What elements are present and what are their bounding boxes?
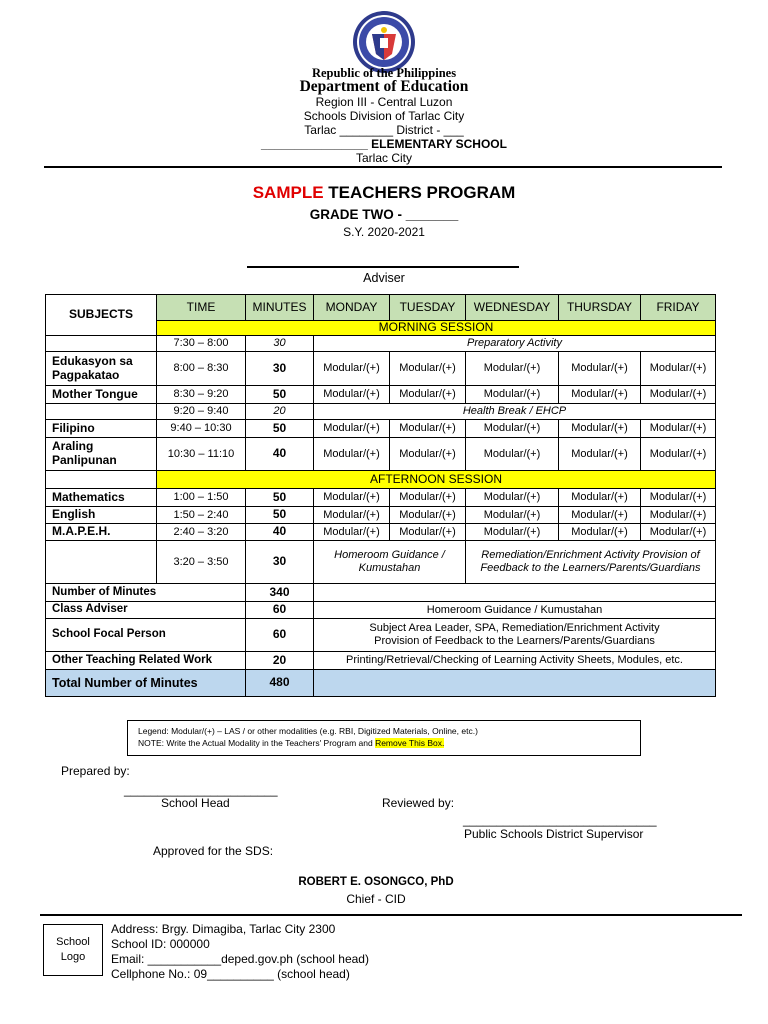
remediation-cell: Remediation/Enrichment Activity Provision of Feedback to the Learners/Parents/Guardians (466, 541, 716, 584)
header-divider (44, 166, 722, 168)
school-year: S.Y. 2020-2021 (343, 225, 425, 239)
col-subjects: SUBJECTS (46, 295, 157, 336)
school-head-line: _______________________ (124, 783, 278, 797)
footer-cellphone: Cellphone No.: 09__________ (school head) (111, 967, 350, 981)
school-line: ________________ ELEMENTARY SCHOOL (261, 137, 507, 151)
city-line: Tarlac City (355, 151, 412, 165)
adviser-label: Adviser (363, 271, 405, 285)
school-head-label: School Head (161, 796, 230, 810)
school-logo-placeholder: School Logo (43, 924, 103, 976)
deped-seal-logo (352, 10, 416, 74)
col-monday: MONDAY (314, 295, 390, 321)
col-minutes: MINUTES (246, 295, 314, 321)
approved-label: Approved for the SDS: (153, 844, 274, 858)
col-thursday: THURSDAY (559, 295, 641, 321)
table-row: Araling Panlipunan 10:30 – 11:10 40 Modular/(+) Modular/(+) Modular/(+) Modular/(+) Modular/(+) (46, 438, 716, 471)
region-line: Region III - Central Luzon (315, 95, 453, 109)
legend-line: Legend: Modular/(+) – LAS / or other modalities (e.g. RBI, Digitized Materials, Online, etc.) (138, 726, 478, 736)
table-row: 3:20 – 3:50 30 Homeroom Guidance / Kumustahan Remediation/Enrichment Activity Provision of Feedback to the Learners/Parents/Guardians (46, 541, 716, 584)
afternoon-session: AFTERNOON SESSION (157, 471, 716, 489)
legend-box (127, 720, 641, 756)
table-row: 7:30 – 8:00 30 Preparatory Activity (46, 336, 716, 352)
reviewed-by-label: Reviewed by: (382, 796, 455, 810)
table-row: Filipino 9:40 – 10:30 50 Modular/(+) Modular/(+) Modular/(+) Modular/(+) Modular/(+) (46, 420, 716, 438)
summary-row: Number of Minutes 340 (46, 584, 716, 602)
total-row: Total Number of Minutes 480 (46, 670, 716, 697)
table-row: 9:20 – 9:40 20 Health Break / EHCP (46, 404, 716, 420)
footer-address: Address: Brgy. Dimagiba, Tarlac City 2300 (111, 922, 336, 936)
chief-name: ROBERT E. OSONGCO, PhD (298, 876, 454, 888)
remove-box-highlight: Remove This Box. (375, 738, 445, 749)
adviser-signature-line (247, 266, 519, 268)
homeroom-guidance-cell: Homeroom Guidance / Kumustahan (314, 541, 466, 584)
col-time: TIME (157, 295, 246, 321)
title-rest: TEACHERS PROGRAM (323, 183, 516, 202)
grade-line: GRADE TWO - _______ (309, 207, 459, 222)
summary-row: Other Teaching Related Work 20 Printing/Retrieval/Checking of Learning Activity Sheets, Modules, etc. (46, 652, 716, 670)
col-friday: FRIDAY (641, 295, 716, 321)
preparatory-activity: Preparatory Activity (314, 336, 716, 352)
chief-title: Chief - CID (346, 892, 406, 906)
district-line: Tarlac ________ District - ___ (304, 123, 464, 137)
republic-line: Republic of the Philippines (311, 66, 457, 80)
footer-email: Email: ___________deped.gov.ph (school head) (111, 952, 369, 966)
table-row: Mother Tongue 8:30 – 9:20 50 Modular/(+) Modular/(+) Modular/(+) Modular/(+) Modular/(+) (46, 386, 716, 404)
summary-row: School Focal Person 60 Subject Area Leader, SPA, Remediation/Enrichment Activity Provision of Feedback to the Learners/Parents/Guardians (46, 619, 716, 652)
prepared-by-label: Prepared by: (61, 764, 130, 778)
division-line: Schools Division of Tarlac City (303, 109, 465, 123)
table-row: Edukasyon sa Pagpakatao 8:00 – 8:30 30 Modular/(+) Modular/(+) Modular/(+) Modular/(+) Modular/(+) (46, 352, 716, 386)
col-wednesday: WEDNESDAY (466, 295, 559, 321)
psds-line: _____________________________ (463, 813, 657, 827)
table-row: M.A.P.E.H. 2:40 – 3:20 40 Modular/(+) Modular/(+) Modular/(+) Modular/(+) Modular/(+) (46, 524, 716, 541)
header-row (46, 295, 716, 321)
title-sample: SAMPLE (252, 183, 324, 202)
note-line: NOTE: Write the Actual Modality in the Teachers' Program and Remove This Box. (138, 738, 445, 749)
table-row: English 1:50 – 2:40 50 Modular/(+) Modular/(+) Modular/(+) Modular/(+) Modular/(+) (46, 507, 716, 524)
footer-school-id: School ID: 000000 (111, 937, 210, 951)
morning-session: MORNING SESSION (157, 321, 716, 336)
health-break: Health Break / EHCP (314, 404, 716, 420)
footer-divider (40, 914, 742, 916)
summary-row: Class Adviser 60 Homeroom Guidance / Kumustahan (46, 602, 716, 619)
psds-label: Public Schools District Supervisor (464, 827, 644, 841)
footer-contact (111, 922, 369, 982)
col-tuesday: TUESDAY (390, 295, 466, 321)
table-row: Mathematics 1:00 – 1:50 50 Modular/(+) Modular/(+) Modular/(+) Modular/(+) Modular/(+) (46, 489, 716, 507)
teachers-program-table (45, 294, 716, 697)
program-title (0, 183, 768, 203)
department-line: Department of Education (299, 78, 469, 95)
